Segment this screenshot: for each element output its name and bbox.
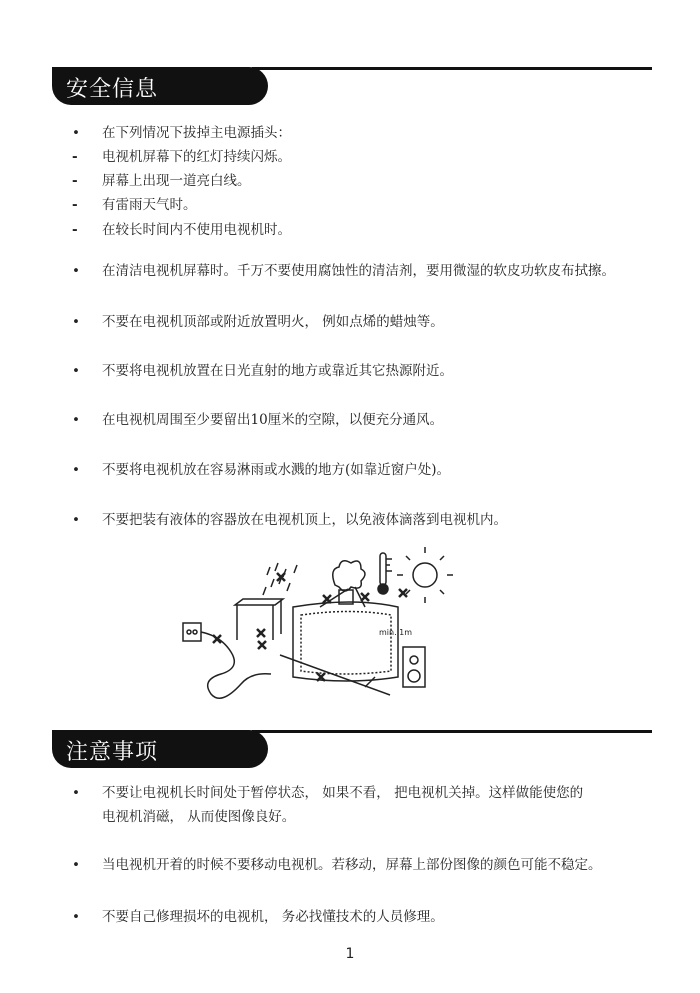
bullet-icon: • [72,462,80,478]
bullet-icon: • [72,263,80,279]
notice-title: 注意事项 [66,740,159,765]
safety-section-header [52,67,652,105]
bullet-icon: • [72,363,80,379]
unplug-condition: - 屏幕上出现一道亮白线。 [72,169,251,193]
unplug-condition: - 电视机屏幕下的红灯持续闪烁。 [72,145,291,169]
bullet-icon: • [72,785,80,801]
notice-item: • 当电视机开着的时候不要移动电视机。若移动，屏幕上部份图像的颜色可能不稳定。 [72,853,602,877]
notice-item: • 不要自己修理损坏的电视机， 务必找懂技术的人员修理。 [72,905,444,929]
header-pill [52,67,268,105]
safety-item: • 在清洁电视机屏幕时。千万不要使用腐蚀性的清洁剂，要用微湿的软皮功软皮布拭擦。 [72,259,615,283]
tv-safety-illustration [175,545,465,705]
safety-item: • 不要把装有液体的容器放在电视机顶上，以免液体滴落到电视机内。 [72,508,507,532]
thermometer-icon [378,553,392,594]
page-number: 1 [345,946,355,962]
safety-item: • 不要在电视机顶部或附近放置明火， 例如点烯的蜡烛等。 [72,310,444,334]
dash-icon: - [72,222,78,238]
safety-title: 安全信息 [66,77,159,102]
notice-section-header [52,730,652,768]
bullet-icon: • [72,314,80,330]
bullet-icon: • [72,909,80,925]
min-distance-label: min. 1m [379,628,413,637]
safety-item: • 在电视机周围至少要留出10厘米的空隙，以便充分通风。 [72,408,443,432]
header-rule [252,67,652,70]
unplug-condition: - 有雷雨天气时。 [72,193,197,217]
dash-icon: - [72,197,78,213]
wall-socket-icon [183,623,271,698]
speaker-icon [403,647,425,687]
bullet-icon: • [72,512,80,528]
notice-item: • 不要让电视机长时间处于暂停状态， 如果不看， 把电视机关掉。这样做能使您的 电视机消磁， 从而使图像良好。 [72,781,583,829]
bullet-icon: • [72,125,80,141]
header-rule [252,730,652,733]
dash-icon: - [72,149,78,165]
safety-item: • 不要将电视机放在容易淋雨或水溅的地方(如靠近窗户处)。 [72,458,450,482]
bullet-icon: • [72,857,80,873]
header-pill [52,730,268,768]
floor-line [280,655,390,695]
bullet-icon: • [72,412,80,428]
unplug-intro: • 在下列情况下拔掉主电源插头： [72,121,291,145]
safety-item: • 不要将电视机放置在日光直射的地方或靠近其它热源附近。 [72,359,453,383]
dash-icon: - [72,173,78,189]
unplug-condition: - 在较长时间内不使用电视机时。 [72,218,291,242]
